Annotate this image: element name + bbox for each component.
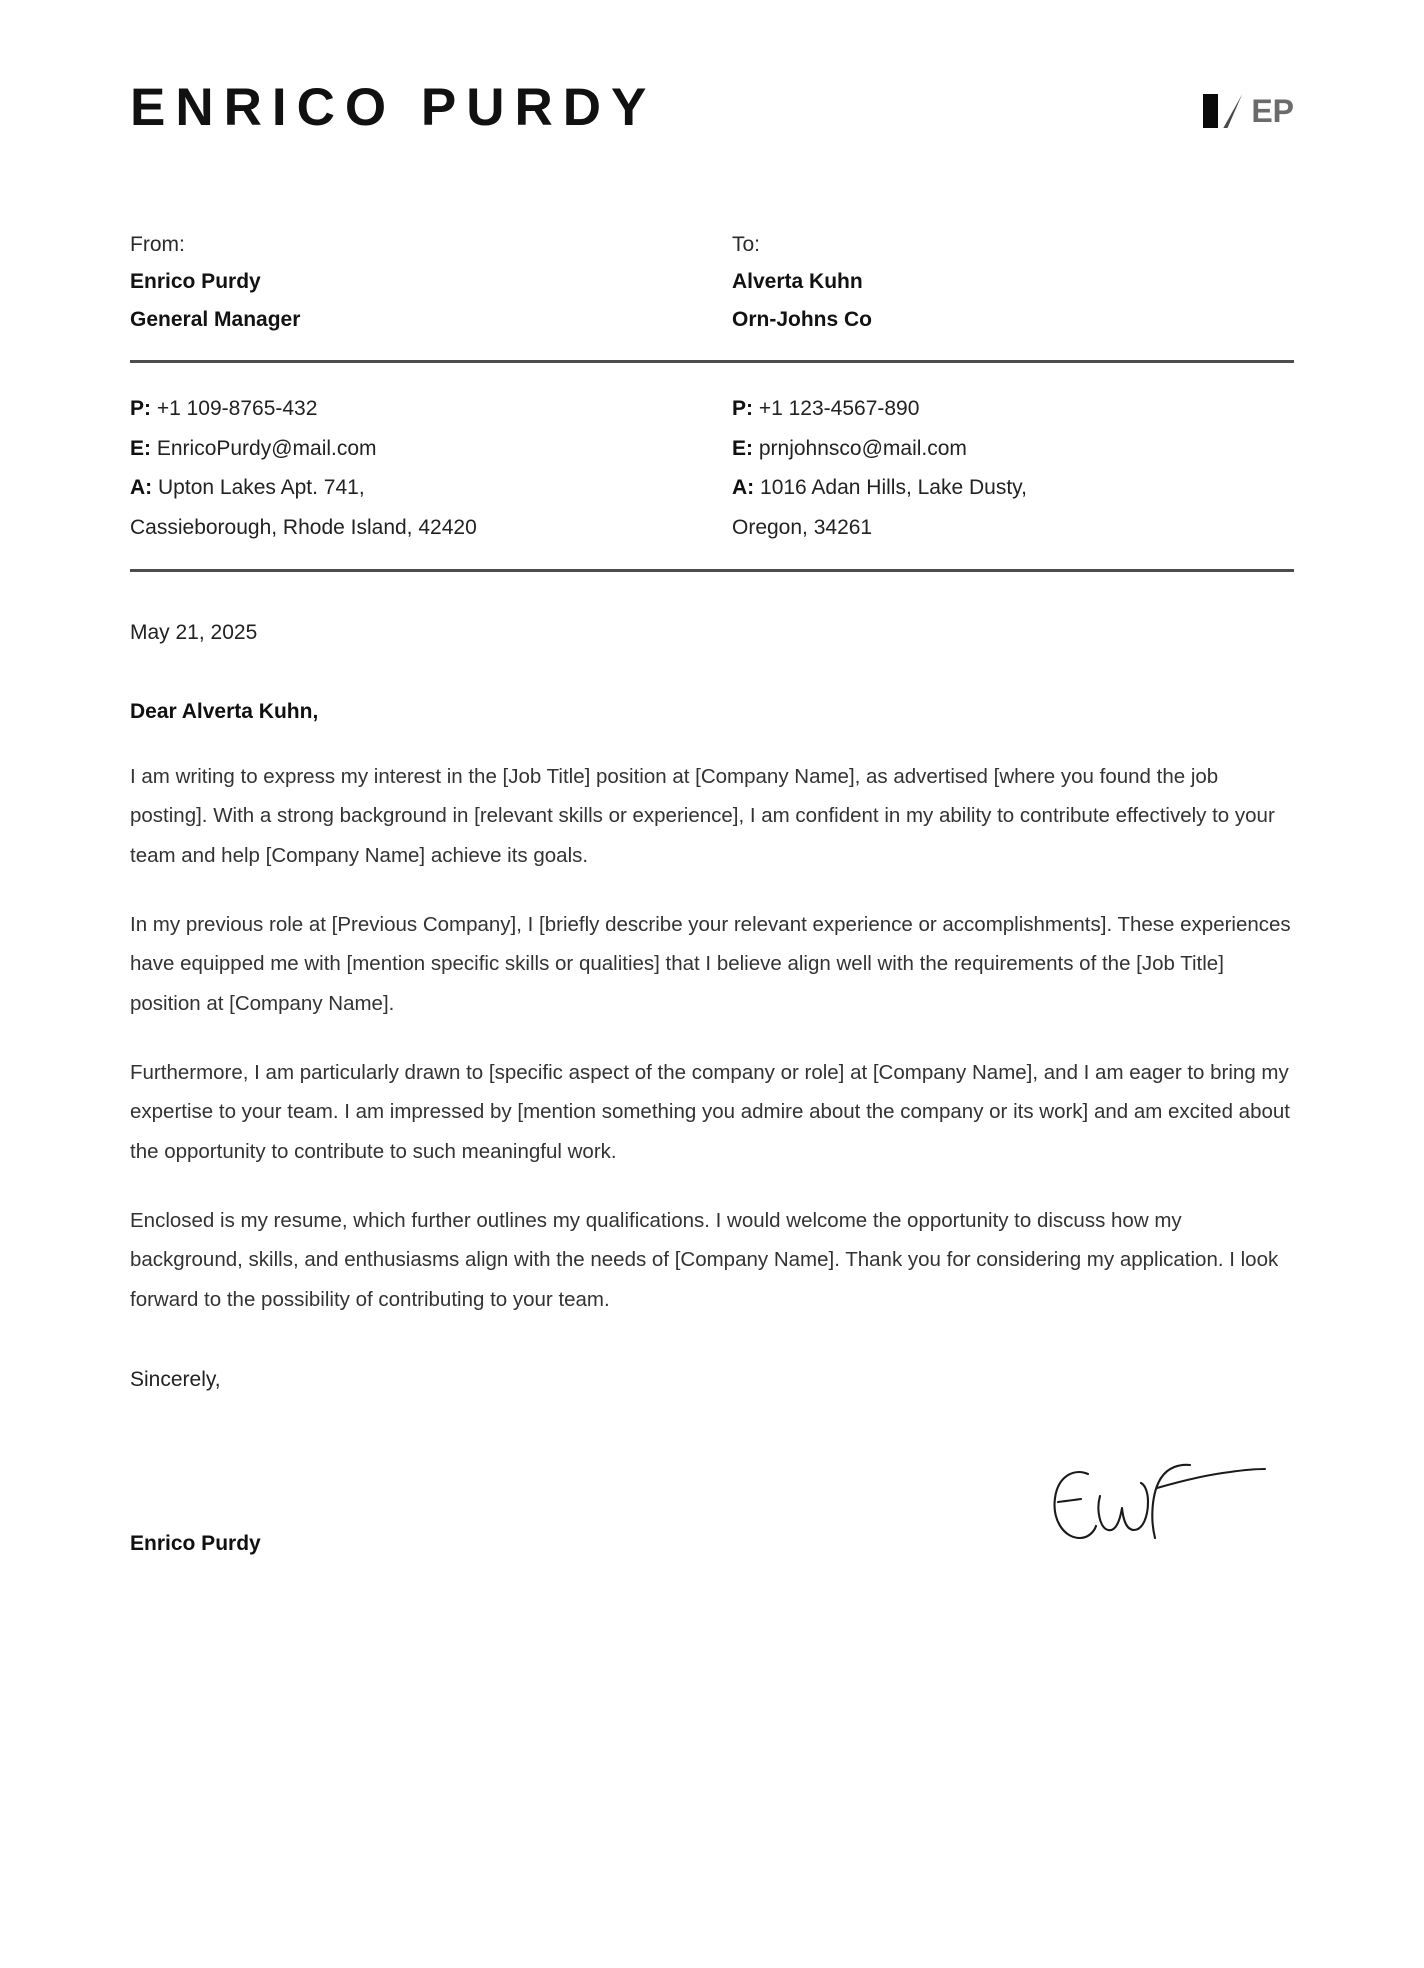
recipient-phone-value: +1 123-4567-890 xyxy=(758,397,920,421)
recipient-phone-line xyxy=(732,389,1294,428)
recipient-address-line-1 xyxy=(732,468,1294,507)
signature-row xyxy=(130,1450,1294,1560)
sender-phone-value: +1 109-8765-432 xyxy=(156,397,318,421)
letter-paragraph: In my previous role at [Previous Company], I [briefly describe your relevant experience or accomplishments]. These experiences have equipped me with [mention specific skills or qualities] that I believe align well with the requirements of the [Job Title] position at [Company Name]. xyxy=(130,912,1291,1015)
recipient-address-label: A: xyxy=(732,476,755,500)
logo-slash-icon xyxy=(1223,94,1242,128)
sender-address-line-2: Cassieborough, Rhode Island, 42420 xyxy=(130,515,477,539)
contact-columns xyxy=(130,389,1294,547)
letter-closing: Sincerely, xyxy=(130,1368,221,1392)
logo-monogram: EP xyxy=(1251,93,1294,129)
recipient-phone-label: P: xyxy=(732,397,753,421)
recipient-column xyxy=(712,226,1294,338)
recipient-address-line-2: Oregon, 34261 xyxy=(732,515,873,539)
sender-phone-line xyxy=(130,389,712,428)
address-columns xyxy=(130,226,1294,338)
divider-bottom xyxy=(130,569,1294,572)
sender-job-title: General Manager xyxy=(130,307,301,331)
recipient-company: Orn-Johns Co xyxy=(732,307,872,331)
letter-paragraph: I am writing to express my interest in the [Job Title] position at [Company Name], as advertised [where you found the job posting]. With a strong background in [relevant skills or experience], I am confident in my ability to contribute effectively to your team and help [Company Name] achieve its goals. xyxy=(130,764,1275,867)
sender-name: Enrico Purdy xyxy=(130,270,261,294)
recipient-email-value: prnjohnsco@mail.com xyxy=(758,436,967,460)
address-block xyxy=(130,226,1294,572)
letter-header xyxy=(130,0,1294,137)
recipient-name: Alverta Kuhn xyxy=(732,270,863,294)
sender-email-value: EnricoPurdy@mail.com xyxy=(156,436,377,460)
sender-address-value-1: Upton Lakes Apt. 741, xyxy=(158,476,365,500)
sender-email-line xyxy=(130,429,712,468)
handwritten-signature-icon xyxy=(1044,1452,1274,1560)
recipient-contact xyxy=(712,389,1294,547)
recipient-label: To: xyxy=(732,233,761,256)
brand-logo xyxy=(1203,94,1294,134)
recipient-address-value-1: 1016 Adan Hills, Lake Dusty, xyxy=(760,476,1027,500)
letter-salutation: Dear Alverta Kuhn, xyxy=(130,700,319,724)
sender-column xyxy=(130,226,712,338)
divider-top xyxy=(130,360,1294,363)
sender-contact xyxy=(130,389,712,547)
sender-address-label: A: xyxy=(130,476,153,500)
letter-date: May 21, 2025 xyxy=(130,621,258,644)
sender-email-label: E: xyxy=(130,436,151,460)
sender-address-line-1 xyxy=(130,468,712,507)
letter-paragraph: Furthermore, I am particularly drawn to [specific aspect of the company or role] at [Company Name], and I am eager to bring my expertise to your team. I am impressed by [mention something you admire about the company or its work] and am excited about the opportunity to contribute to such meaningful work. xyxy=(130,1060,1290,1163)
sender-label: From: xyxy=(130,233,185,256)
page-title: ENRICO PURDY xyxy=(130,78,657,137)
letter-paragraph: Enclosed is my resume, which further outlines my qualifications. I would welcome the opportunity to discuss how my background, skills, and enthusiasms align with the needs of [Company Name]. Thank you for considering my application. I look forward to the possibility of contributing to your team. xyxy=(130,1209,1279,1311)
logo-bar-icon xyxy=(1203,94,1218,128)
sender-phone-label: P: xyxy=(130,397,151,421)
recipient-email-line xyxy=(732,429,1294,468)
signature-name: Enrico Purdy xyxy=(130,1532,261,1556)
recipient-email-label: E: xyxy=(732,436,753,460)
